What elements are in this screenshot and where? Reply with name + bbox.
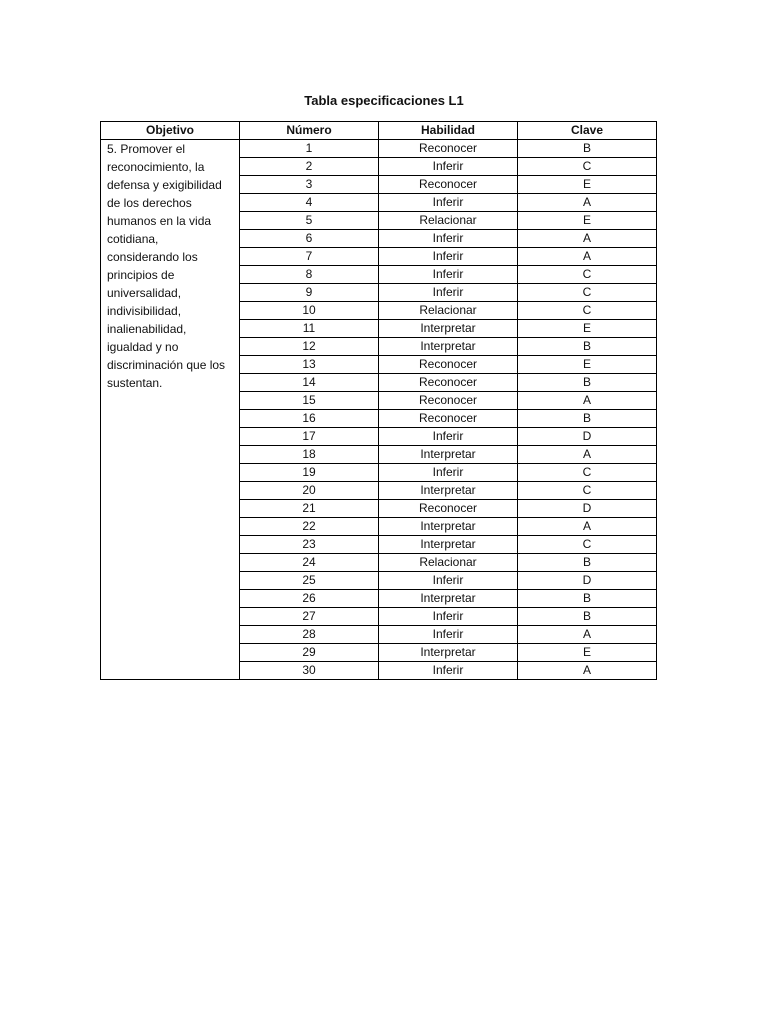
habilidad-cell: Interpretar: [379, 338, 518, 356]
numero-cell: 21: [240, 500, 379, 518]
numero-cell: 11: [240, 320, 379, 338]
clave-cell: B: [518, 410, 657, 428]
numero-cell: 17: [240, 428, 379, 446]
objective-cell: 5. Promover el reconocimiento, la defensa y exigibilidad de los derechos humanos en la vida cotidiana, considerando los principios de universalidad, indivisibilidad, inalienabilidad, igualdad y no discriminación que los sustentan.: [101, 140, 240, 680]
clave-cell: E: [518, 212, 657, 230]
table-row: [101, 140, 657, 158]
habilidad-cell: Relacionar: [379, 212, 518, 230]
numero-cell: 29: [240, 644, 379, 662]
habilidad-cell: Inferir: [379, 248, 518, 266]
habilidad-cell: Inferir: [379, 266, 518, 284]
clave-cell: B: [518, 140, 657, 158]
numero-cell: 7: [240, 248, 379, 266]
habilidad-cell: Interpretar: [379, 590, 518, 608]
numero-cell: 27: [240, 608, 379, 626]
habilidad-cell: Interpretar: [379, 320, 518, 338]
clave-cell: B: [518, 590, 657, 608]
numero-cell: 28: [240, 626, 379, 644]
table-header-row: [101, 122, 657, 140]
habilidad-cell: Inferir: [379, 284, 518, 302]
habilidad-cell: Reconocer: [379, 374, 518, 392]
clave-cell: D: [518, 500, 657, 518]
numero-cell: 12: [240, 338, 379, 356]
numero-cell: 13: [240, 356, 379, 374]
clave-cell: B: [518, 608, 657, 626]
numero-cell: 24: [240, 554, 379, 572]
clave-cell: A: [518, 662, 657, 680]
habilidad-cell: Reconocer: [379, 500, 518, 518]
numero-cell: 9: [240, 284, 379, 302]
clave-cell: A: [518, 194, 657, 212]
clave-cell: C: [518, 284, 657, 302]
clave-cell: A: [518, 446, 657, 464]
header-habilidad: Habilidad: [379, 122, 518, 140]
numero-cell: 15: [240, 392, 379, 410]
habilidad-cell: Reconocer: [379, 356, 518, 374]
clave-cell: C: [518, 536, 657, 554]
numero-cell: 22: [240, 518, 379, 536]
numero-cell: 23: [240, 536, 379, 554]
habilidad-cell: Inferir: [379, 194, 518, 212]
habilidad-cell: Interpretar: [379, 644, 518, 662]
habilidad-cell: Interpretar: [379, 536, 518, 554]
habilidad-cell: Inferir: [379, 158, 518, 176]
header-numero: Número: [240, 122, 379, 140]
numero-cell: 20: [240, 482, 379, 500]
numero-cell: 19: [240, 464, 379, 482]
habilidad-cell: Inferir: [379, 572, 518, 590]
habilidad-cell: Interpretar: [379, 482, 518, 500]
habilidad-cell: Inferir: [379, 626, 518, 644]
clave-cell: A: [518, 626, 657, 644]
clave-cell: A: [518, 230, 657, 248]
table-body: [101, 140, 657, 680]
numero-cell: 30: [240, 662, 379, 680]
clave-cell: E: [518, 356, 657, 374]
clave-cell: A: [518, 248, 657, 266]
numero-cell: 10: [240, 302, 379, 320]
clave-cell: D: [518, 428, 657, 446]
numero-cell: 1: [240, 140, 379, 158]
clave-cell: A: [518, 518, 657, 536]
clave-cell: D: [518, 572, 657, 590]
clave-cell: C: [518, 302, 657, 320]
clave-cell: B: [518, 338, 657, 356]
habilidad-cell: Relacionar: [379, 554, 518, 572]
habilidad-cell: Inferir: [379, 662, 518, 680]
clave-cell: C: [518, 482, 657, 500]
clave-cell: C: [518, 464, 657, 482]
numero-cell: 5: [240, 212, 379, 230]
clave-cell: E: [518, 176, 657, 194]
numero-cell: 16: [240, 410, 379, 428]
habilidad-cell: Inferir: [379, 230, 518, 248]
clave-cell: C: [518, 266, 657, 284]
header-objetivo: Objetivo: [101, 122, 240, 140]
numero-cell: 2: [240, 158, 379, 176]
habilidad-cell: Inferir: [379, 428, 518, 446]
clave-cell: B: [518, 374, 657, 392]
habilidad-cell: Relacionar: [379, 302, 518, 320]
numero-cell: 8: [240, 266, 379, 284]
numero-cell: 14: [240, 374, 379, 392]
habilidad-cell: Reconocer: [379, 410, 518, 428]
page-title: Tabla especificaciones L1: [304, 93, 464, 108]
numero-cell: 25: [240, 572, 379, 590]
numero-cell: 6: [240, 230, 379, 248]
numero-cell: 18: [240, 446, 379, 464]
habilidad-cell: Interpretar: [379, 446, 518, 464]
numero-cell: 26: [240, 590, 379, 608]
habilidad-cell: Inferir: [379, 464, 518, 482]
habilidad-cell: Reconocer: [379, 392, 518, 410]
clave-cell: B: [518, 554, 657, 572]
clave-cell: E: [518, 644, 657, 662]
habilidad-cell: Reconocer: [379, 140, 518, 158]
habilidad-cell: Reconocer: [379, 176, 518, 194]
header-clave: Clave: [518, 122, 657, 140]
habilidad-cell: Interpretar: [379, 518, 518, 536]
clave-cell: C: [518, 158, 657, 176]
clave-cell: A: [518, 392, 657, 410]
numero-cell: 4: [240, 194, 379, 212]
numero-cell: 3: [240, 176, 379, 194]
clave-cell: E: [518, 320, 657, 338]
habilidad-cell: Inferir: [379, 608, 518, 626]
specification-table: [100, 121, 657, 680]
